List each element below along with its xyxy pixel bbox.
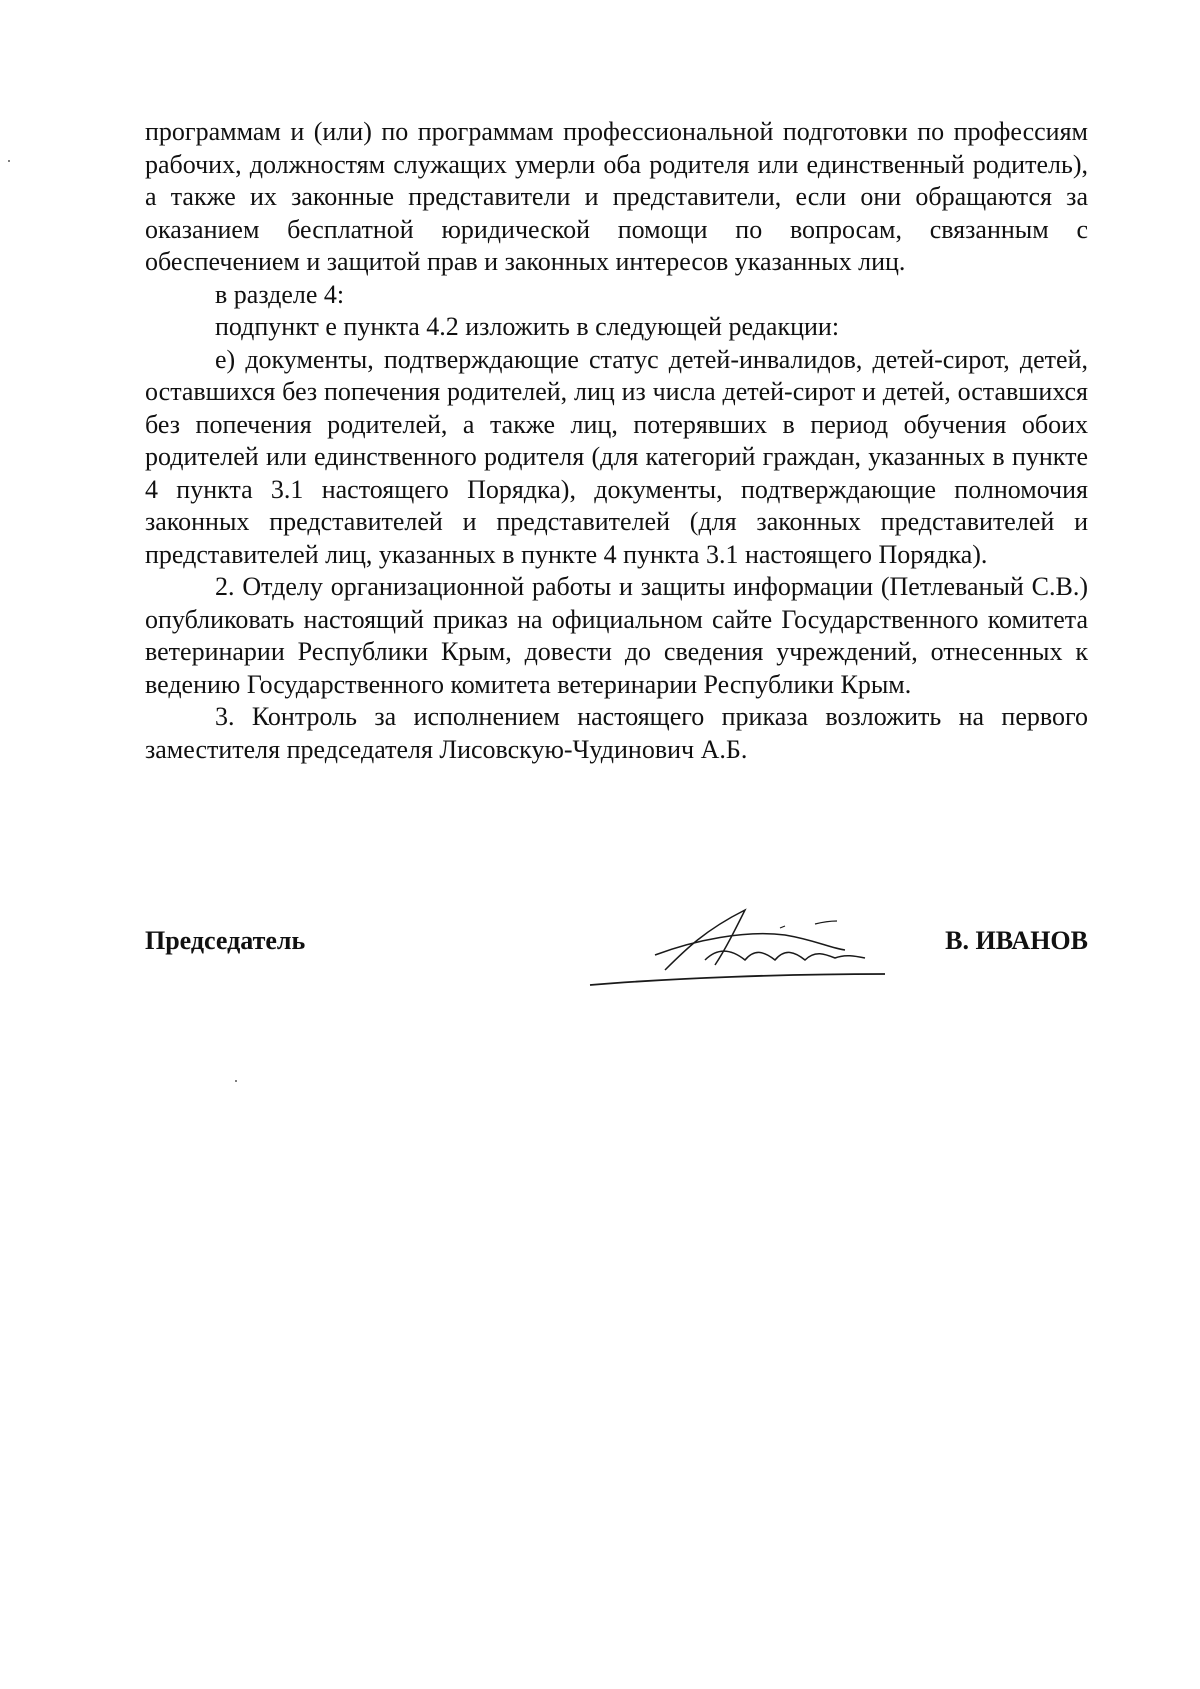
scan-speck (235, 1080, 237, 1082)
paragraph-continuation: программам и (или) по программам профессиональной подготовки по профессиям рабочих, должностям служащих умерли оба родителя или единственный родитель), а также их законные представители и представители, если они обращаются за оказанием бесплатной юридической помощи по вопросам, связанным с обеспечением и защитой прав и законных интересов указанных лиц. (145, 117, 1088, 276)
paragraph-section-4: в разделе 4: (215, 279, 345, 309)
signatory-name: В. ИВАНОВ (945, 926, 1088, 955)
paragraph-item-2: 2. Отделу организационной работы и защиты информации (Петлеваный С.В.) опубликовать настоящий приказ на официальном сайте Государственного комитета ветеринарии Республики Крым, довести до сведения учреждений, отнесенных к ведению Государственного комитета ветеринарии Республики Крым. (145, 572, 1088, 699)
handwritten-signature (585, 890, 915, 990)
signatory-title: Председатель (145, 926, 306, 955)
paragraph-documents-e: е) документы, подтверждающие статус детей-инвалидов, детей-сирот, детей, оставшихся без попечения родителей, лиц из числа детей-сирот и детей, оставшихся без попечения родителей, а также лиц, потерявших в период обучения обоих родителей или единственного родителя (для категорий граждан, указанных в пункте 4 пункта 3.1 настоящего Порядка), документы, подтверждающие полномочия законных представителей и представителей (для законных представителей и представителей лиц, указанных в пункте 4 пункта 3.1 настоящего Порядка). (145, 344, 1088, 569)
signature-block (145, 920, 1088, 980)
paragraph-subpoint-e: подпункт е пункта 4.2 изложить в следующей редакции: (215, 312, 840, 341)
scan-speck (8, 160, 10, 162)
paragraph-item-3: 3. Контроль за исполнением настоящего приказа возложить на первого заместителя председателя Лисовскую-Чудинович А.Б. (145, 702, 1088, 764)
document-body (145, 116, 1088, 766)
